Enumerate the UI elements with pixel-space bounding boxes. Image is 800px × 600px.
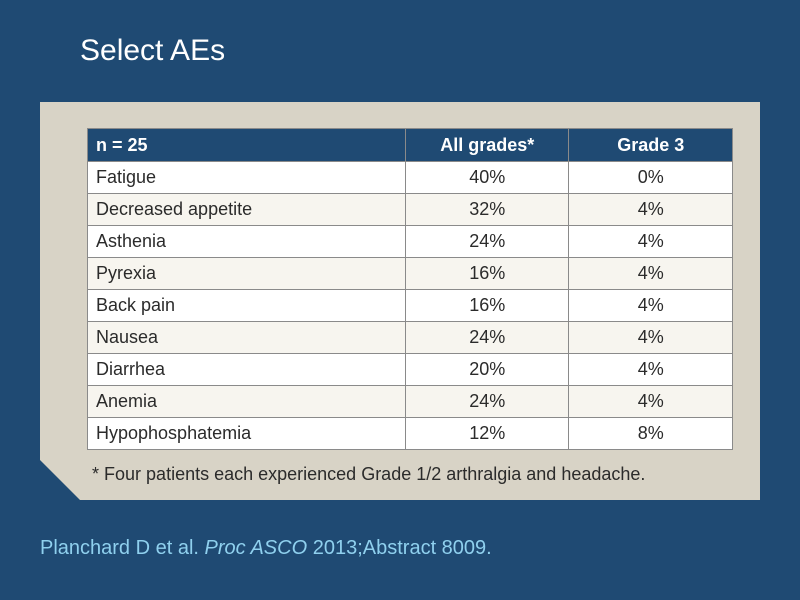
citation xyxy=(40,537,492,560)
ae-name-cell: Diarrhea xyxy=(88,354,406,386)
grade-3-cell: 4% xyxy=(569,322,733,354)
table-row xyxy=(88,418,733,450)
ae-name-cell: Fatigue xyxy=(88,162,406,194)
grade-3-cell: 4% xyxy=(569,290,733,322)
header-cell-grade-3: Grade 3 xyxy=(569,129,733,162)
grade-3-cell: 4% xyxy=(569,194,733,226)
all-grades-cell: 12% xyxy=(405,418,569,450)
table-header-row xyxy=(88,129,733,162)
all-grades-cell: 20% xyxy=(405,354,569,386)
all-grades-cell: 32% xyxy=(405,194,569,226)
table-row xyxy=(88,322,733,354)
footnote-marker: * xyxy=(92,464,100,484)
grade-3-cell: 0% xyxy=(569,162,733,194)
table-row xyxy=(88,162,733,194)
ae-name-cell: Anemia xyxy=(88,386,406,418)
ae-name-cell: Back pain xyxy=(88,290,406,322)
table-row xyxy=(88,226,733,258)
all-grades-cell: 16% xyxy=(405,258,569,290)
ae-name-cell: Hypophosphatemia xyxy=(88,418,406,450)
header-cell-population: n = 25 xyxy=(88,129,406,162)
ae-name-cell: Nausea xyxy=(88,322,406,354)
all-grades-cell: 24% xyxy=(405,226,569,258)
table-row xyxy=(88,290,733,322)
grade-3-cell: 4% xyxy=(569,226,733,258)
grade-3-cell: 4% xyxy=(569,354,733,386)
citation-journal: Proc ASCO xyxy=(204,537,308,559)
citation-authors: Planchard D et al. xyxy=(40,537,205,559)
ae-name-cell: Decreased appetite xyxy=(88,194,406,226)
table-row xyxy=(88,194,733,226)
grade-3-cell: 4% xyxy=(569,258,733,290)
all-grades-cell: 16% xyxy=(405,290,569,322)
table-row xyxy=(88,354,733,386)
footnote-text: Four patients each experienced Grade 1/2 arthralgia and headache. xyxy=(104,464,646,484)
grade-3-cell: 4% xyxy=(569,386,733,418)
table-row xyxy=(88,386,733,418)
ae-name-cell: Pyrexia xyxy=(88,258,406,290)
all-grades-cell: 24% xyxy=(405,322,569,354)
table-footnote xyxy=(92,464,645,485)
all-grades-cell: 40% xyxy=(405,162,569,194)
header-cell-all-grades: All grades* xyxy=(405,129,569,162)
table-row xyxy=(88,258,733,290)
citation-details: 2013;Abstract 8009. xyxy=(307,537,492,559)
grade-3-cell: 8% xyxy=(569,418,733,450)
slide-title: Select AEs xyxy=(80,34,226,67)
all-grades-cell: 24% xyxy=(405,386,569,418)
adverse-events-table xyxy=(87,128,733,450)
ae-name-cell: Asthenia xyxy=(88,226,406,258)
